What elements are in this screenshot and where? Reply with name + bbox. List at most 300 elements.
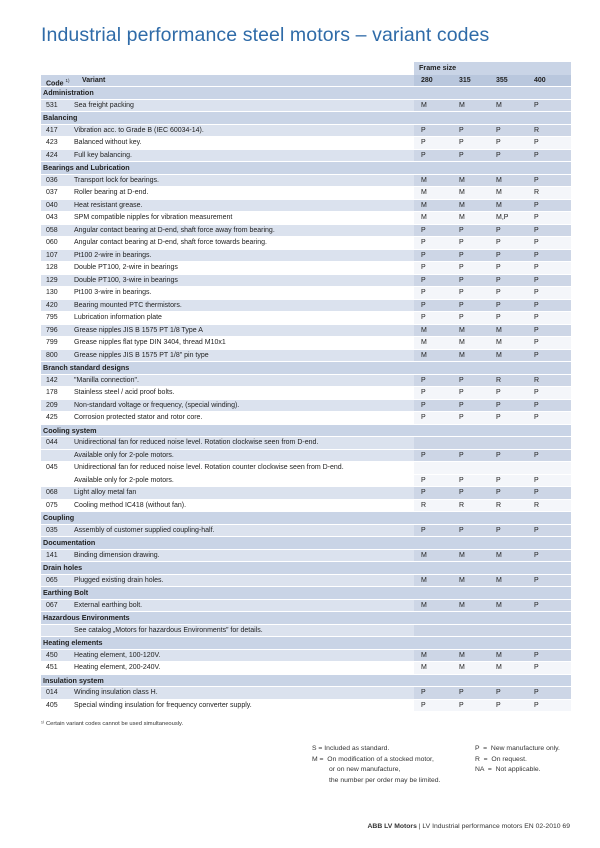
table-row [41,137,571,150]
availability-cell: M [421,339,427,346]
variant-description: Transport lock for bearings. [74,176,159,184]
table-row [41,300,571,313]
availability-cell: P [421,139,426,146]
variant-code: 800 [46,351,58,359]
availability-cell: R [496,376,502,384]
availability-cell: P [496,451,501,459]
variant-description: Non-standard voltage or frequency, (special winding). [74,401,240,409]
variant-code: 128 [46,264,58,271]
availability-cell: P [534,414,539,421]
variant-description: "Manilla connection". [74,376,139,384]
variant-code: 209 [46,401,58,409]
variant-description: Angular contact bearing at D-end, shaft force away from bearing. [74,226,275,234]
variant-code: 417 [46,126,58,134]
variant-description: Roller bearing at D-end. [74,189,149,196]
availability-cell: P [534,576,539,584]
variant-code: 060 [46,239,58,246]
availability-cell: R [496,501,502,509]
availability-cell: P [421,126,426,134]
variant-code: 420 [46,301,58,309]
variant-code: 450 [46,651,58,659]
availability-cell: M [421,214,427,221]
availability-cell: P [421,689,426,696]
availability-cell: P [534,551,539,559]
availability-cell: P [496,264,501,271]
availability-cell: M [421,664,427,671]
section-header [41,362,571,375]
availability-cell: P [534,451,539,459]
variant-description: Heating element, 100-120V. [74,651,161,659]
section-title: Bearings and Lubrication [43,163,130,172]
table-row [41,650,571,663]
table-row [41,450,571,463]
availability-cell: M [421,201,427,209]
table-row [41,175,571,188]
availability-cell: P [534,314,539,321]
availability-cell: P [421,314,426,321]
availability-cell: P [459,476,464,484]
availability-cell: P [496,251,501,259]
variant-description: Unidirectional fan for reduced noise level. Rotation counter clockwise seen from D-end. [74,464,344,471]
table-row [41,500,571,513]
table-row [41,550,571,563]
variant-code: 141 [46,551,58,559]
availability-cell: M [421,176,427,184]
section-title: Earthing Bolt [43,588,89,597]
section-header [41,112,571,125]
availability-cell: P [496,389,501,396]
availability-cell: M [421,189,427,196]
variant-description: SPM compatible nipples for vibration measurement [74,214,233,221]
availability-cell: M [496,601,502,609]
variant-code: 058 [46,226,58,234]
availability-cell: P [534,339,539,346]
section-title: Balancing [43,113,78,122]
table-row [41,375,571,388]
availability-cell: P [534,664,539,671]
page-title: Industrial performance steel motors – variant codes [41,24,490,46]
availability-cell: M [421,326,427,334]
table-row [41,462,571,475]
footer-text: | LV Industrial performance motors EN 02-2010 69 [416,823,570,830]
availability-cell: P [534,301,539,309]
section-header [41,612,571,625]
variant-description: Heat resistant grease. [74,201,143,209]
variant-description: Plugged existing drain holes. [74,576,164,584]
availability-cell: M [459,101,465,109]
availability-cell: P [421,476,426,484]
availability-cell: P [496,689,501,696]
legend-item: or on new manufacture, [312,766,401,773]
legend-item: R = On request. [475,755,527,763]
availability-cell: P [421,289,426,296]
frame-size-label: Frame size [419,63,457,72]
availability-cell: M [459,326,465,334]
availability-cell: P [496,526,501,534]
variant-description: Lubrication information plate [74,314,162,321]
variant-description: External earthing bolt. [74,601,143,609]
table-row [41,325,571,338]
availability-cell: P [534,289,539,296]
availability-cell: P [534,701,539,709]
legend-item: S = Included as standard. [312,745,390,752]
table-row [41,350,571,363]
availability-cell: M [421,601,427,609]
variant-description: Double PT100, 3-wire in bearings [74,276,178,284]
variant-code: 067 [46,601,58,609]
variant-code: 425 [46,414,58,421]
availability-cell: P [421,251,426,259]
availability-cell: M [496,101,502,109]
availability-cell: R [534,501,540,509]
availability-cell: M [496,651,502,659]
variant-code: 044 [46,439,58,446]
variant-description: Grease nipples flat type DIN 3404, thread M10x1 [74,339,226,346]
availability-cell: R [421,501,427,509]
table-row [41,387,571,400]
availability-cell: P [534,401,539,409]
code-header: Code $^{1)}$ [46,77,70,87]
legend-item: the number per order may be limited. [312,776,441,784]
availability-cell: M [421,101,427,109]
table-row [41,150,571,163]
availability-cell: M [459,339,465,346]
availability-cell: P [421,376,426,384]
table-row [41,100,571,113]
availability-cell: P [534,251,539,259]
column-header-row [41,75,571,88]
availability-cell: P [496,151,501,159]
table-row [41,212,571,225]
variant-description: Binding dimension drawing. [74,551,160,559]
availability-cell: P [534,264,539,271]
table-body [41,87,571,712]
variant-description: Unidirectional fan for reduced noise level. Rotation clockwise seen from D-end. [74,439,319,446]
availability-cell: P [496,401,501,409]
availability-cell: P [496,276,501,284]
availability-cell: P [421,151,426,159]
availability-cell: P [421,526,426,534]
availability-cell: P [421,401,426,409]
availability-cell: P [459,389,464,396]
variant-description: See catalog „Motors for hazardous Environments” for details. [74,626,263,634]
table-row [41,525,571,538]
availability-cell: P [459,451,464,459]
availability-cell: P [459,314,464,321]
variant-description: Winding insulation class H. [74,689,158,696]
variant-description: Available only for 2-pole motors. [74,476,174,484]
availability-cell: M [421,651,427,659]
availability-cell: P [496,314,501,321]
section-header [41,675,571,688]
availability-cell: P [459,489,464,496]
availability-cell: P [421,414,426,421]
variant-code: 037 [46,189,58,196]
variant-description: Special winding insulation for frequency converter supply. [74,701,252,709]
availability-cell: P [459,139,464,146]
availability-cell: P [496,226,501,234]
availability-cell: P [534,651,539,659]
availability-cell: P [421,451,426,459]
availability-cell: P [534,526,539,534]
availability-cell: P [421,276,426,284]
section-header [41,512,571,525]
availability-cell: P [496,489,501,496]
variant-code: 035 [46,526,58,534]
availability-cell: P [459,689,464,696]
availability-cell: M [496,664,502,671]
variant-description: Sea freight packing [74,101,134,109]
section-header [41,637,571,650]
availability-cell: M [496,326,502,334]
table-row [41,687,571,700]
availability-cell: P [459,376,464,384]
availability-cell: M [459,664,465,671]
variant-description: Cooling method IC418 (without fan). [74,501,187,509]
variant-code: 036 [46,176,58,184]
variant-description: Stainless steel / acid proof bolts. [74,389,175,396]
availability-cell: P [534,601,539,609]
availability-cell: P [534,689,539,696]
table-row [41,437,571,450]
availability-cell: P [496,289,501,296]
section-header [41,587,571,600]
section-title: Branch standard designs [43,363,130,372]
availability-cell: P [459,301,464,309]
availability-cell: P [496,414,501,421]
availability-cell: P [534,389,539,396]
variant-code: 068 [46,489,58,496]
variant-codes-table [41,62,571,712]
variant-description: Light alloy metal fan [74,489,137,496]
availability-cell: M [459,214,465,221]
variant-description: Grease nipples JIS B 1575 PT 1/8 Type A [74,326,203,334]
availability-cell: P [421,301,426,309]
variant-description: Heating element, 200-240V. [74,664,161,671]
frame-size-header [41,62,571,75]
availability-cell: P [459,226,464,234]
variant-description: Vibration acc. to Grade B (IEC 60034-14). [74,126,204,134]
table-row [41,187,571,200]
variant-code: 014 [46,689,58,696]
variant-code: 531 [46,101,58,109]
availability-cell: M [459,189,465,196]
table-row [41,275,571,288]
footnote: ¹⁾ Certain variant codes cannot be used simultaneously. [41,721,184,727]
availability-cell: P [534,214,539,221]
section-title: Cooling system [43,425,97,435]
variant-code: 130 [46,289,58,296]
availability-cell: P [496,301,501,309]
variant-description: Available only for 2-pole motors. [74,451,174,459]
frame-size-col: 400 [534,76,546,84]
legend-item: P = New manufacture only. [475,745,560,752]
availability-cell: P [534,151,539,159]
table-row [41,250,571,263]
variant-code: 796 [46,326,58,334]
availability-cell: P [459,264,464,271]
availability-cell: R [534,126,540,134]
section-header [41,562,571,575]
footer-brand: ABB LV Motors [367,823,417,830]
table-row [41,337,571,350]
table-row [41,700,571,713]
variant-code: 142 [46,376,58,384]
availability-cell: M [496,351,502,359]
table-row [41,662,571,675]
variant-code: 405 [46,701,58,709]
variant-description: Assembly of customer supplied coupling-half. [74,526,215,534]
section-title: Hazardous Environments [43,613,130,622]
variant-code: 129 [46,276,58,284]
table-row [41,412,571,425]
section-header [41,87,571,100]
availability-cell: M [421,551,427,559]
availability-cell: P [459,126,464,134]
section-header [41,425,571,438]
availability-cell: M [496,176,502,184]
variant-code: 423 [46,139,58,146]
availability-cell: P [421,489,426,496]
variant-description: Full key balancing. [74,151,132,159]
variant-code: 045 [46,464,58,471]
availability-cell: P [534,351,539,359]
availability-cell: M [421,576,427,584]
legend-right [475,744,560,776]
section-title: Administration [43,88,94,97]
variant-code: 795 [46,314,58,321]
availability-cell: P [534,201,539,209]
variant-description: Pt100 3-wire in bearings. [74,289,152,296]
table-row [41,287,571,300]
variant-code: 040 [46,201,58,209]
table-row [41,225,571,238]
availability-cell: P [534,239,539,246]
availability-cell: P [496,701,501,709]
availability-cell: P [459,239,464,246]
availability-cell: P [534,489,539,496]
availability-cell: M [496,576,502,584]
section-title: Documentation [43,538,96,547]
availability-cell: P [421,389,426,396]
section-header [41,537,571,550]
availability-cell: P [421,701,426,709]
availability-cell: P [459,414,464,421]
availability-cell: P [421,226,426,234]
variant-code: 065 [46,576,58,584]
availability-cell: M [496,189,502,196]
table-row [41,575,571,588]
availability-cell: M [459,651,465,659]
frame-size-col: 280 [421,76,433,84]
section-title: Drain holes [43,563,83,572]
table-row [41,262,571,275]
availability-cell: P [459,401,464,409]
availability-cell: P [459,276,464,284]
frame-size-col: 355 [496,76,508,84]
availability-cell: P [459,289,464,296]
variant-code: 075 [46,501,58,509]
variant-code: 451 [46,664,58,671]
availability-cell: P [496,139,501,146]
availability-cell: M [496,339,502,346]
availability-cell: P [496,239,501,246]
availability-cell: P [459,151,464,159]
table-row [41,475,571,488]
page-footer [368,823,570,830]
section-header [41,162,571,175]
availability-cell: P [534,476,539,484]
frame-size-col: 315 [459,76,471,84]
legend-item: NA = Not applicable. [475,766,541,773]
availability-cell: M [496,551,502,559]
availability-cell: M [459,351,465,359]
availability-cell: P [459,251,464,259]
availability-cell: R [534,376,540,384]
variant-description: Double PT100, 2-wire in bearings [74,264,178,271]
availability-cell: P [496,476,501,484]
table-row [41,400,571,413]
table-row [41,600,571,613]
variant-description: Corrosion protected stator and rotor core. [74,414,203,421]
availability-cell: P [496,126,501,134]
table-row [41,200,571,213]
legend-item: M = On modification of a stocked motor, [312,755,434,763]
table-row [41,237,571,250]
section-title: Heating elements [43,638,103,647]
availability-cell: P [421,264,426,271]
availability-cell: P [534,139,539,146]
availability-cell: P [534,226,539,234]
availability-cell: M [421,351,427,359]
variant-header: Variant [82,76,106,84]
variant-code: 043 [46,214,58,221]
availability-cell: M [459,176,465,184]
variant-description: Pt100 2-wire in bearings. [74,251,152,259]
table-row [41,312,571,325]
availability-cell: M [459,201,465,209]
variant-code: 799 [46,339,58,346]
availability-cell: M,P [496,214,509,221]
table-row [41,625,571,638]
availability-cell: P [459,701,464,709]
legend-left [312,744,440,786]
availability-cell: M [496,201,502,209]
variant-code: 178 [46,389,58,396]
availability-cell: M [459,601,465,609]
section-title: Coupling [43,513,75,522]
availability-cell: P [421,239,426,246]
table-row [41,487,571,500]
variant-description: Angular contact bearing at D-end, shaft force towards bearing. [74,239,267,246]
availability-cell: P [534,101,539,109]
variant-description: Balanced without key. [74,139,142,146]
availability-cell: M [459,576,465,584]
availability-cell: P [534,326,539,334]
table-row [41,125,571,138]
availability-cell: R [459,501,465,509]
availability-cell: P [534,176,539,184]
section-title: Insulation system [43,675,104,685]
availability-cell: M [459,551,465,559]
variant-code: 424 [46,151,58,159]
variant-code: 107 [46,251,58,259]
variant-description: Grease nipples JIS B 1575 PT 1/8" pin type [74,351,209,359]
availability-cell: P [534,276,539,284]
availability-cell: R [534,189,540,196]
availability-cell: P [459,526,464,534]
variant-description: Bearing mounted PTC thermistors. [74,301,182,309]
